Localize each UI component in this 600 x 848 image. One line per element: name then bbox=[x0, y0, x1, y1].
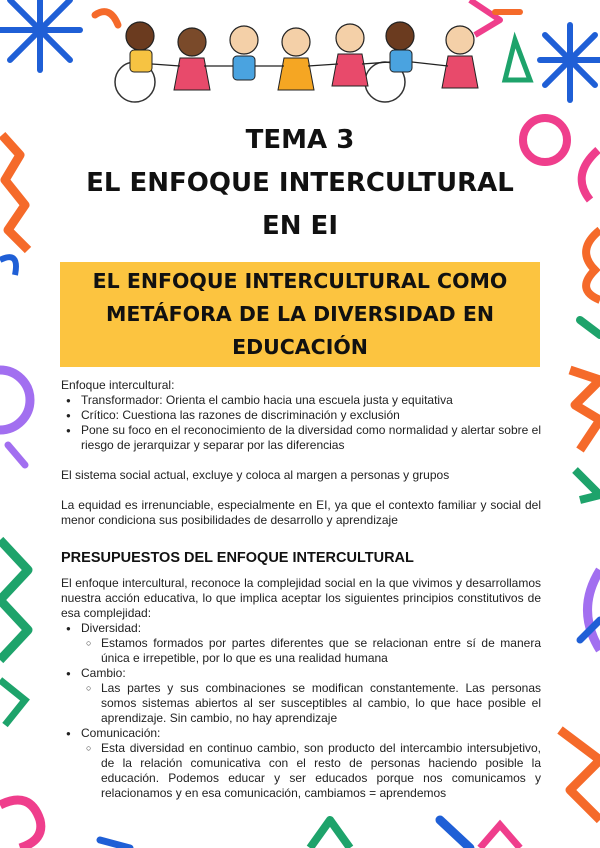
principles-list bbox=[61, 621, 541, 801]
list-item: ● Pone su foco en el reconocimiento de la diversidad como normalidad y alertar sobre el riesgo de jerarquizar y separar por las diferencias bbox=[61, 423, 541, 453]
title-line-3: EN EI bbox=[261, 211, 338, 241]
principle-label: ● Comunicación: bbox=[61, 726, 541, 741]
section1-list bbox=[61, 393, 541, 453]
children-illustration bbox=[100, 14, 500, 106]
section-2-heading: PRESUPUESTOS DEL ENFOQUE INTERCULTURAL bbox=[61, 550, 414, 566]
title-line-1: TEMA 3 bbox=[245, 125, 355, 155]
list-item: ● Transformador: Orienta el cambio hacia una escuela justa y equitativa bbox=[61, 393, 541, 408]
section-banner bbox=[60, 262, 540, 367]
section1-intro: Enfoque intercultural: bbox=[61, 378, 175, 392]
principle-description: ○ Esta diversidad en continuo cambio, son producto del intercambio intersubjetivo, de la relación comunicativa con el resto de personas haciendo posible la educación. Podemos educar y ser educados porque nos comunicamos y relacionamos y en esa comunicación, cambiamos = aprendemos bbox=[61, 741, 541, 801]
banner-line-1: EL ENFOQUE INTERCULTURAL COMO bbox=[92, 269, 508, 293]
principle-description: ○ Las partes y sus combinaciones se modifican constantemente. Las personas somos sistemas abiertos al ser susceptibles al cambio, lo que hace posible el aprendizaje. Sin cambio, no hay aprendizaje bbox=[61, 681, 541, 726]
section-1 bbox=[61, 378, 541, 528]
title-line-2: EL ENFOQUE INTERCULTURAL bbox=[86, 168, 514, 198]
banner-line-2: METÁFORA DE LA DIVERSIDAD EN bbox=[106, 302, 494, 326]
principle-label: ● Diversidad: bbox=[61, 621, 541, 636]
banner-line-3: EDUCACIÓN bbox=[232, 335, 368, 359]
section1-paragraph-2: La equidad es irrenunciable, especialmente en EI, ya que el contexto familiar y social del menor condiciona sus posibilidades de desarrollo y aprendizaje bbox=[61, 498, 541, 527]
principle-label: ● Cambio: bbox=[61, 666, 541, 681]
section1-paragraph-1: El sistema social actual, excluye y coloca al margen a personas y grupos bbox=[61, 468, 450, 482]
section-2 bbox=[61, 576, 541, 801]
list-item: ● Crítico: Cuestiona las razones de discriminación y exclusión bbox=[61, 408, 541, 423]
page-title bbox=[40, 119, 560, 248]
principle-description: ○ Estamos formados por partes diferentes que se relacionan entre sí de manera única e irrepetible, por lo que es una realidad humana bbox=[61, 636, 541, 666]
burst-icon bbox=[0, 0, 80, 70]
section2-intro: El enfoque intercultural, reconoce la complejidad social en la que vivimos y desarrollamos nuestra acción educativa, lo que implica aceptar los siguientes principios constitutivos de esa complejidad: bbox=[61, 576, 541, 620]
